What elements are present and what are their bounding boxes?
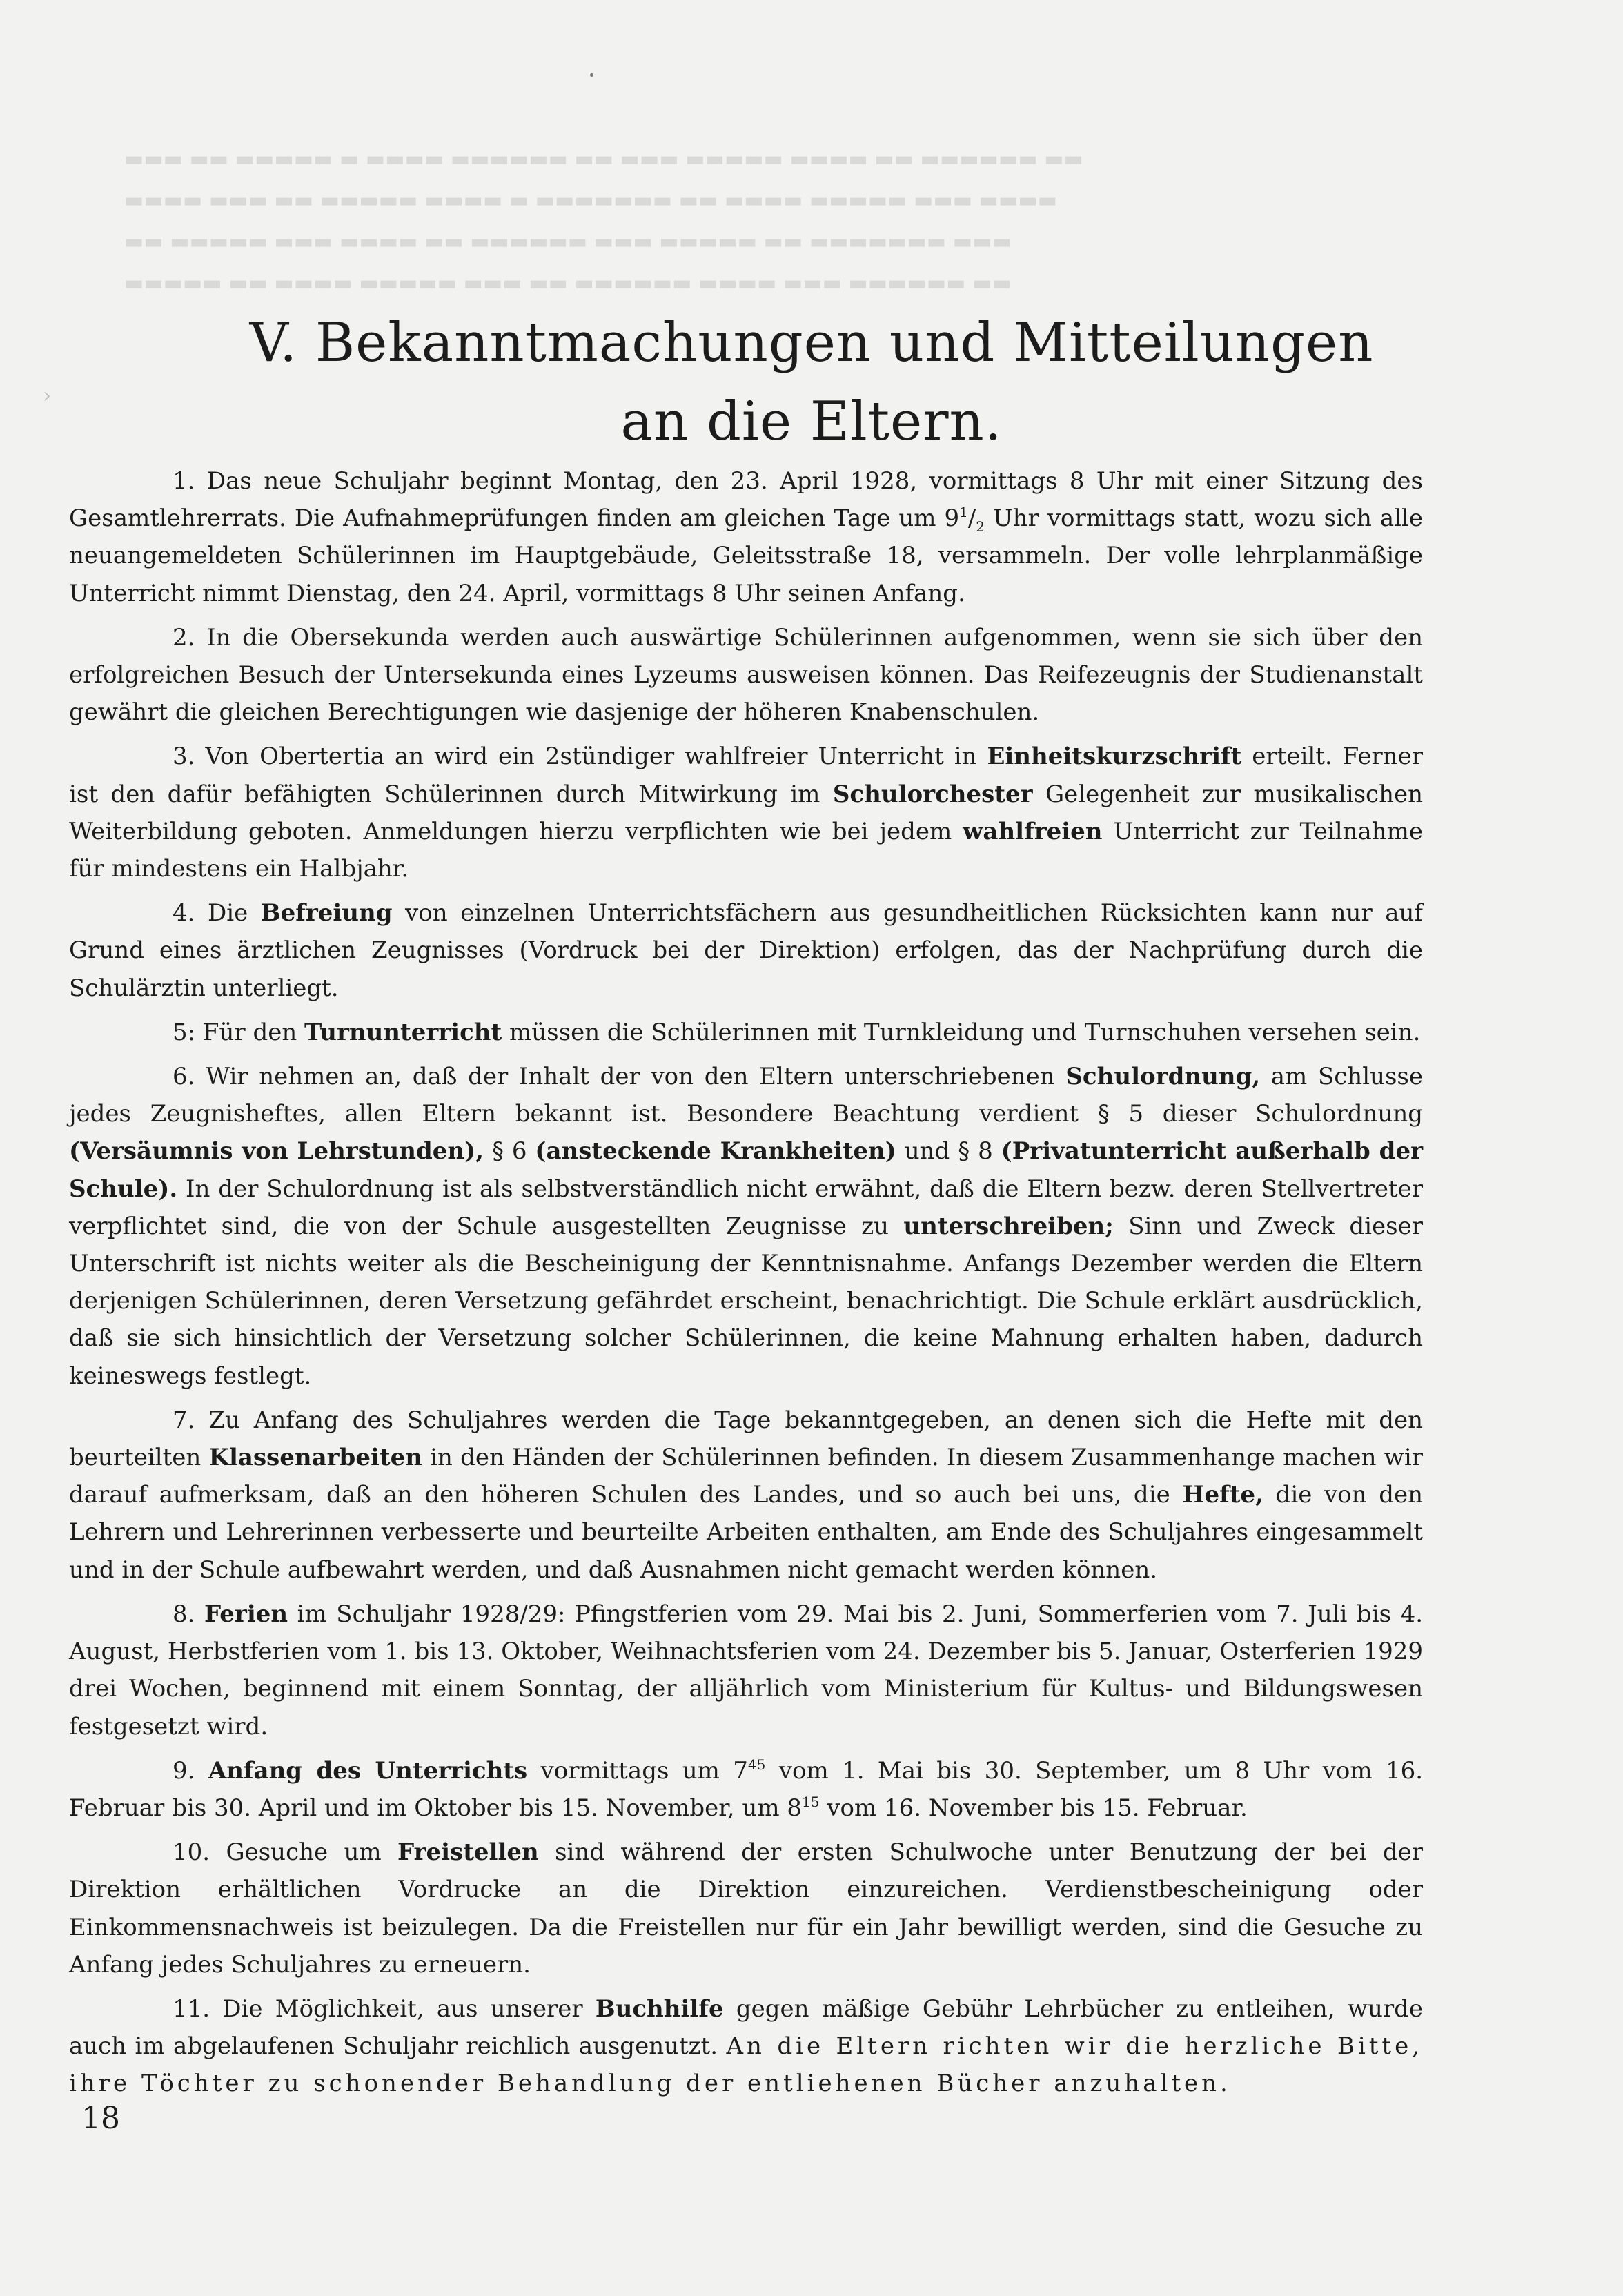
emphasized-term: Ferien [204,1600,288,1628]
paragraph-text: / [967,504,976,533]
paragraph-text: sind während der ersten Schulwoche unter Benutzung der bei der Direktion erhältlichen Vordrucke an die Direktion einzureichen. Verdienstbescheinigung oder Einkommensnachweis ist beizulegen. Da die Freistellen nur für ein Jahr bewilligt werden, sind die Gesuche zu Anfang jedes Schuljahres zu erneuern. [69,1838,1423,1979]
paragraph-text: am Schlusse jedes Zeugnisheftes, allen Eltern bekannt ist. Besondere Beachtung verdient § 5 dieser Schulordnung [69,1063,1423,1128]
paragraph-text: In der Schulordnung ist als selbstverständlich nicht erwähnt, daß die Eltern bezw. deren Stellvertreter verpflichtet sind, die von der Schule ausgestellten Zeugnisse zu [69,1175,1423,1240]
emphasized-term: Turnunterricht [304,1018,502,1046]
paragraph-text: 2. In die Obersekunda werden auch auswärtige Schülerinnen aufgenommen, wenn sie sich über den erfolgreichen Besuch der Untersekunda eines Lyzeums ausweisen können. Das Reifezeugnis der Studienanstalt gewährt die gleichen Berechtigungen wie dasjenige der höheren Knabenschulen. [69,623,1423,727]
margin-mark: › [43,384,51,408]
announcement-paragraph [69,1402,1423,1589]
paragraph-text: 7. Zu Anfang des Schuljahres werden die Tage bekanntgegeben, an denen sich die Hefte mit den beurteilten [69,1406,1423,1472]
paragraph-text: Gelegenheit zur musikalischen Weiterbildung geboten. Anmeldungen hierzu verpflichten wie bei jedem [69,780,1424,845]
spaced-text: An die Eltern richten wir die herzliche Bitte, ihre Töchter zu schonender Behandlung der entliehenen Bücher anzuhalten. [69,2032,1423,2098]
emphasized-term: Anfang des Unterrichts [208,1756,528,1785]
paragraph-text: 5: Für den [173,1018,305,1046]
announcement-paragraph [69,462,1423,612]
show-through-texture: ▬▬▬▬ ▬▬▬ ▬▬ ▬▬▬▬▬ ▬▬▬▬ ▬ ▬▬▬▬▬▬▬ ▬▬ ▬▬▬▬ ▬▬▬▬▬ ▬▬▬ ▬▬▬▬ [124,188,1058,213]
announcement-paragraph [69,1014,1423,1051]
paragraph-text: 6. Wir nehmen an, daß der Inhalt der von den Eltern unterschriebenen [173,1063,1066,1091]
page-number: 18 [81,2101,120,2136]
paragraph-text: die von den Lehrern und Lehrerinnen verbesserte und beurteilte Arbeiten enthalten, am Ende des Schuljahres eingesammelt und in der Schule aufbewahrt werden, und daß Ausnahmen nicht gemacht werden können. [69,1481,1423,1584]
paragraph-text: 4. Die [173,899,261,928]
emphasized-term: Klassenarbeiten [208,1444,422,1472]
show-through-texture: ▬▬▬ ▬▬ ▬▬▬▬▬ ▬ ▬▬▬▬ ▬▬▬▬▬▬ ▬▬ ▬▬▬ ▬▬▬▬▬ ▬▬▬▬ ▬▬ ▬▬▬▬▬▬ ▬▬ [124,147,1083,171]
paragraph-text: Unterricht zur Teilnahme für mindestens ein Halbjahr. [69,817,1424,883]
superscript: 1 [959,504,968,521]
announcement-paragraph [69,1752,1423,1827]
emphasized-term: Hefte, [1182,1481,1263,1509]
announcement-paragraph [69,894,1423,1007]
show-through-texture: ▬▬▬▬▬ ▬▬ ▬▬▬▬ ▬▬▬▬▬ ▬▬▬ ▬▬ ▬▬▬▬▬▬ ▬▬▬▬ ▬▬▬ ▬▬▬▬▬▬ ▬▬ [124,271,1012,295]
announcement-paragraph [69,1596,1423,1745]
paragraph-text: 10. Gesuche um [173,1838,398,1867]
paragraph-text: Sinn und Zweck dieser Unterschrift ist nichts weiter als die Bescheinigung der Kenntnisnahme. Anfangs Dezember werden die Eltern derjenigen Schülerinnen, deren Versetzung gefährdet erscheint, benachrichtigt. Die Schule erklärt ausdrücklich, daß sie sich hinsichtlich der Versetzung solcher Schülerinnen, die keine Mahnung erhalten haben, dadurch keineswegs festlegt. [69,1212,1423,1390]
show-through-texture: ▬▬ ▬▬▬▬▬ ▬▬▬ ▬▬▬▬ ▬▬ ▬▬▬▬▬▬ ▬▬▬ ▬▬▬▬▬ ▬▬ ▬▬▬▬▬▬▬ ▬▬▬ [124,230,1012,254]
paragraph-text: 11. Die Möglichkeit, aus unserer [173,1994,596,2023]
emphasized-term: Schulordnung, [1065,1063,1261,1091]
print-speck [590,73,593,77]
paragraph-text: und § 8 [896,1137,1001,1166]
paragraph-text: vom 1. Mai bis 30. September, um 8 Uhr vom 16. Februar bis 30. April und im Oktober bis 15. November, um 8 [69,1756,1424,1822]
announcement-paragraph [69,1834,1423,1983]
emphasized-term: (Privatunterricht außerhalb der Schule). [69,1137,1424,1203]
announcement-paragraph [69,619,1423,732]
announcement-paragraph [69,1058,1423,1395]
paragraph-text: vormittags um 7 [527,1756,748,1785]
paragraph-text: von einzelnen Unterrichtsfächern aus gesundheitlichen Rücksichten kann nur auf Grund eines ärztlichen Zeugnisses (Vordruck bei der Direktion) erfolgen, das der Nachprüfung durch die Schulärztin unterliegt. [69,899,1424,1002]
emphasized-term: Befreiung [260,899,393,928]
paragraph-text: 3. Von Obertertia an wird ein 2stündiger wahlfreier Unterricht in [173,743,987,771]
superscript: 15 [802,1793,820,1810]
superscript: 45 [747,1756,766,1773]
paragraph-text: 1. Das neue Schuljahr beginnt Montag, den 23. April 1928, vormittags 8 Uhr mit einer Sitzung des Gesamtlehrerrats. Die Aufnahmeprüfungen finden am gleichen Tage um 9 [69,467,1423,533]
subscript: 2 [976,518,985,535]
announcements-list [69,462,1423,2110]
heading-line-2: an die Eltern. [620,391,1003,453]
paragraph-text: vom 16. November bis 15. Februar. [819,1794,1248,1822]
paragraph-text: müssen die Schülerinnen mit Turnkleidung und Turnschuhen versehen sein. [502,1018,1421,1046]
paragraph-text: im Schuljahr 1928/29: Pfingstferien vom 29. Mai bis 2. Juni, Sommerferien vom 7. Juli bis 4. August, Herbstferien vom 1. bis 13. Oktober, Weihnachtsferien vom 24. Dezember bis 5. Januar, Osterferien 1929 drei Wochen, beginnend mit einem Sonntag, der alljährlich vom Ministerium für Kultus- und Bildungswesen festgesetzt wird. [69,1600,1424,1740]
paragraph-text: erteilt. Ferner ist den dafür befähigten Schülerinnen durch Mitwirkung im [69,743,1424,808]
announcement-paragraph [69,738,1423,887]
paragraph-text: in den Händen der Schülerinnen befinden. In diesem Zusammenhange machen wir darauf aufmerksam, daß an den höheren Schulen des Landes, und so auch bei uns, die [69,1444,1423,1509]
emphasized-term: Buchhilfe [595,1994,724,2023]
heading-line-1: V. Bekanntmachungen und Mitteilungen [249,312,1374,374]
paragraph-text: Uhr vormittags statt, wozu sich alle neuangemeldeten Schülerinnen im Hauptgebäude, Geleitsstraße 18, versammeln. Der volle lehrplanmäßige Unterricht nimmt Dienstag, den 24. April, vormittags 8 Uhr seinen Anfang. [69,504,1423,607]
emphasized-term: (Versäumnis von Lehrstunden), [69,1137,484,1166]
paragraph-text: § 6 [484,1137,535,1166]
emphasized-term: Einheitskurzschrift [987,743,1242,771]
paragraph-text: 9. [173,1756,208,1785]
emphasized-term: Freistellen [397,1838,539,1867]
section-heading [0,304,1623,461]
paragraph-text: 8. [173,1600,204,1628]
paragraph-text: gegen mäßige Gebühr Lehrbücher zu entleihen, wurde auch im abgelaufenen Schuljahr reichlich ausgenutzt. [69,1994,1423,2061]
emphasized-term: (ansteckende Krankheiten) [535,1137,896,1166]
emphasized-term: unterschreiben; [903,1212,1114,1240]
emphasized-term: Schulorchester [832,780,1033,808]
announcement-paragraph [69,1990,1423,2103]
emphasized-term: wahlfreien [963,817,1103,845]
